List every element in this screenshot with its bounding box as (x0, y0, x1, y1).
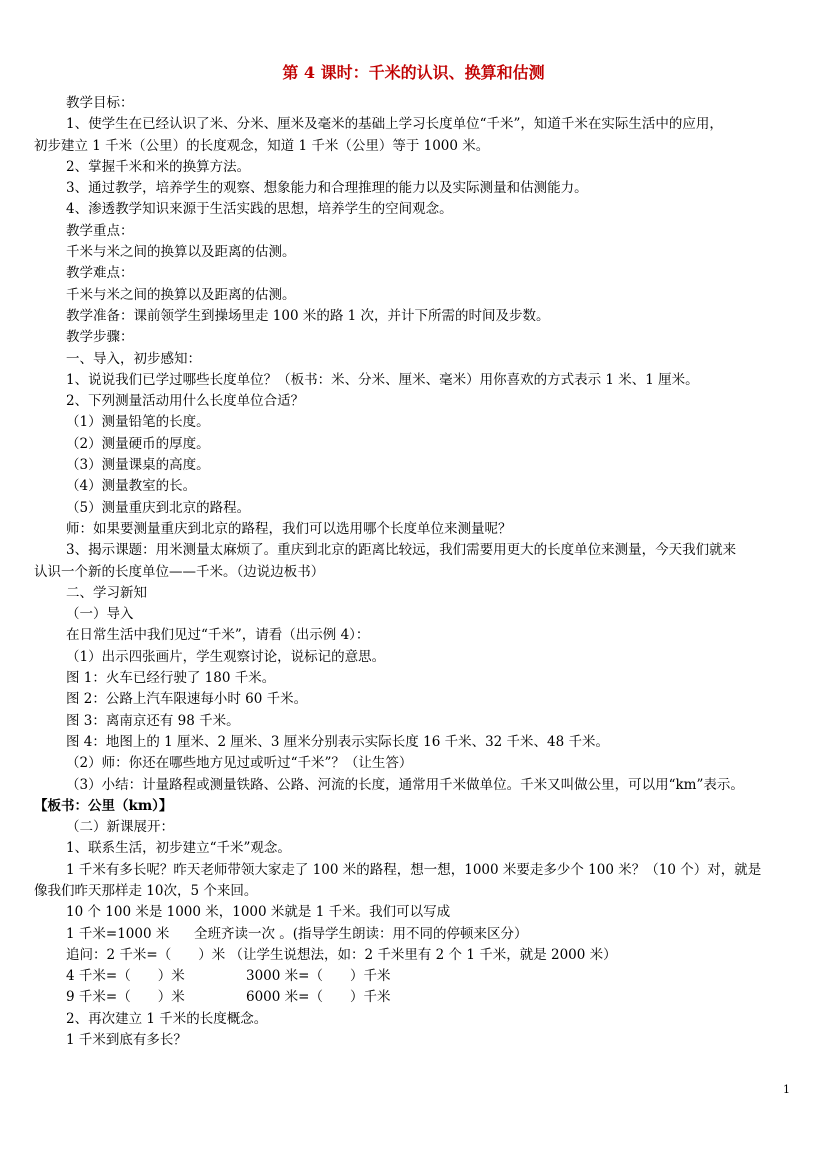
preparation: 教学准备：课前领学生到操场里走 100 米的路 1 次，并计下所需的时间及步数。 (66, 307, 550, 324)
sub-2-paragraph-1: 1、联系生活，初步建立“千米”观念。 (66, 840, 291, 857)
figure-4-caption: 图 4：地图上的 1 厘米、2 厘米、3 厘米分别表示实际长度 16 千米、32 千米、48 千米。 (66, 733, 610, 750)
difficulty-heading: 教学难点： (66, 265, 134, 282)
goal-1-line-1: 1、使学生在已经认识了米、分米、厘米及毫米的基础上学习长度单位“千米”，知道千米在实际生活中的应用， (66, 116, 723, 133)
goals-heading: 教学目标： (66, 95, 134, 111)
difficulty-text: 千米与米之间的换算以及距离的估测。 (66, 286, 296, 303)
sub-1-intro: 在日常生活中我们见过“千米”，请看（出示例 4）： (66, 627, 370, 644)
list-item: （3）测量课桌的高度。 (66, 457, 210, 474)
exercise-item: 3000 米=（ ）千米 (246, 968, 391, 985)
follow-up-question: 追问：2 千米=（ ）米 （让学生说想法，如：2 千米里有 2 个 1 千米，就是 2000 米） (66, 946, 617, 963)
step-1-heading: 一、导入，初步感知： (66, 350, 201, 367)
steps-heading: 教学步骤： (66, 329, 134, 346)
step-1-question-1: 1、说说我们已学过哪些长度单位？（板书：米、分米、厘米、毫米）用你喜欢的方式表示 1 米、1 厘米。 (66, 371, 699, 388)
list-item: （4）测量教室的长。 (66, 478, 197, 495)
goal-1-line-2: 初步建立 1 千米（公里）的长度观念，知道 1 千米（公里）等于 1000 米。 (34, 137, 490, 154)
exercise-row (66, 966, 796, 987)
sub-2-paragraph-4: 2、再次建立 1 千米的长度概念。 (66, 1010, 268, 1027)
exercise-item: 9 千米=（ ）米 (66, 989, 185, 1006)
figure-1-caption: 图 1：火车已经行驶了 180 千米。 (66, 670, 276, 687)
goal-3: 3、通过教学，培养学生的观察、想象能力和合理推理的能力以及实际测量和估测能力。 (66, 180, 588, 197)
document-body (34, 93, 796, 1051)
exercise-item: 4 千米=（ ）米 (66, 968, 185, 985)
formula-main: 1 千米=1000 米 (66, 925, 170, 942)
sub-2-paragraph-2-line-1: 1 千米有多长呢？昨天老师带领大家走了 100 米的路程，想一想，1000 米要走多少个 100 米？（10 个）对，就是 (66, 861, 762, 878)
step-1-question-3-line-2: 认识一个新的长度单位——千米。（边说边板书） (34, 563, 325, 580)
step-1-question-2: 2、下列测量活动用什么长度单位合适？ (66, 393, 305, 410)
key-heading: 教学重点： (66, 222, 134, 239)
sub-2-paragraph-3: 10 个 100 米是 1000 米，1000 米就是 1 千米。我们可以写成 (66, 904, 451, 921)
step-2-heading: 二、学习新知 (66, 584, 147, 601)
sub-1-heading: （一）导入 (66, 606, 134, 623)
key-text: 千米与米之间的换算以及距离的估测。 (66, 244, 296, 261)
list-item: （2）测量硬币的厚度。 (66, 435, 210, 452)
teacher-question: 师：如果要测量重庆到北京的路程，我们可以选用哪个长度单位来测量呢？ (66, 520, 512, 537)
step-1-question-3-line-1: 3、揭示课题：用米测量太麻烦了。重庆到北京的距离比较远，我们需要用更大的长度单位来测量，今天我们就来 (66, 542, 737, 559)
exercise-item: 6000 米=（ ）千米 (246, 989, 391, 1006)
figure-3-caption: 图 3：离南京还有 98 千米。 (66, 712, 240, 729)
exercise-row (66, 987, 796, 1008)
sub-2-paragraph-5: 1 千米到底有多长？ (66, 1032, 187, 1049)
list-item: （5）测量重庆到北京的路程。 (66, 499, 251, 516)
figure-2-caption: 图 2：公路上汽车限速每小时 60 千米。 (66, 691, 308, 708)
document-title: 第 4 课时：千米的认识、换算和估测 (282, 63, 545, 82)
sub-1-item-2: （2）师：你还在哪些地方见过或听过“千米”？（让生答） (66, 755, 413, 772)
sub-1-item-1: （1）出示四张画片，学生观察讨论，说标记的意思。 (66, 648, 386, 665)
page-number: 1 (783, 1083, 790, 1096)
sub-1-item-3: （3）小结：计量路程或测量铁路、公路、河流的长度，通常用千米做单位。千米又叫做公里，可以用“km”表示。 (66, 776, 744, 793)
goal-2: 2、掌握千米和米的换算方法。 (66, 158, 251, 175)
formula-row (66, 924, 796, 945)
formula-read-note: 全班齐读一次 。(指导学生朗读：用不同的停顿来区分） (194, 925, 528, 942)
sub-2-paragraph-2-line-2: 像我们昨天那样走 10次，5 个来回。 (34, 882, 258, 899)
sub-2-heading: （二）新课展开： (66, 819, 174, 836)
goal-4: 4、渗透教学知识来源于生活实践的思想，培养学生的空间观念。 (66, 201, 453, 218)
board-note: 【板书：公里（km）】 (34, 797, 173, 814)
list-item: （1）测量铅笔的长度。 (66, 414, 210, 431)
